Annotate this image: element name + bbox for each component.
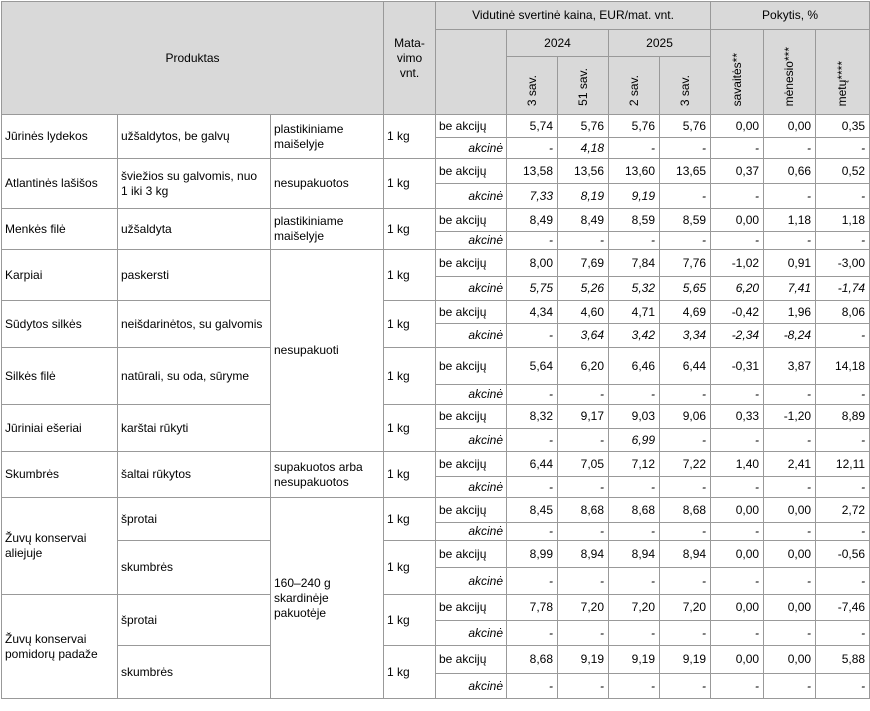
product-name: Silkės filė: [2, 348, 118, 405]
value-cell: 7,12: [609, 452, 660, 477]
value-cell: 2,72: [816, 498, 870, 523]
value-cell: 0,00: [764, 115, 816, 138]
price-type-promo: akcinė: [436, 429, 507, 452]
value-cell: 7,41: [764, 277, 816, 301]
value-cell: -: [711, 429, 764, 452]
value-cell: -0,56: [816, 541, 870, 568]
price-type-promo: akcinė: [436, 138, 507, 159]
value-cell: 12,11: [816, 452, 870, 477]
value-cell: -: [711, 621, 764, 646]
value-cell: 9,19: [609, 184, 660, 209]
value-cell: 3,34: [660, 324, 711, 348]
value-cell: 6,44: [507, 452, 558, 477]
value-cell: 8,59: [609, 209, 660, 232]
value-cell: -8,24: [764, 324, 816, 348]
value-cell: -: [764, 477, 816, 498]
header-week-2025-2: 2 sav.: [609, 57, 660, 115]
value-cell: -: [660, 621, 711, 646]
value-cell: -: [558, 429, 609, 452]
unit-cell: 1 kg: [384, 541, 436, 595]
value-cell: 7,20: [660, 595, 711, 621]
price-type-regular: be akcijų: [436, 301, 507, 324]
value-cell: 9,19: [660, 646, 711, 674]
value-cell: 8,68: [660, 498, 711, 523]
product-desc: šaltai rūkytos: [118, 452, 271, 498]
value-cell: 9,19: [609, 646, 660, 674]
value-cell: -: [660, 674, 711, 699]
header-change-year: metų****: [816, 30, 870, 115]
value-cell: 0,33: [711, 405, 764, 429]
value-cell: -: [711, 568, 764, 595]
value-cell: 8,49: [507, 209, 558, 232]
value-cell: -: [764, 232, 816, 250]
price-table: [1, 1, 870, 699]
value-cell: 0,52: [816, 159, 870, 184]
value-cell: -1,20: [764, 405, 816, 429]
value-cell: -: [660, 385, 711, 405]
value-cell: 0,00: [711, 498, 764, 523]
unit-cell: 1 kg: [384, 115, 436, 159]
value-cell: 0,00: [711, 209, 764, 232]
value-cell: 0,00: [711, 541, 764, 568]
price-type-promo: akcinė: [436, 184, 507, 209]
value-cell: -1,74: [816, 277, 870, 301]
value-cell: -: [660, 138, 711, 159]
price-type-promo: akcinė: [436, 232, 507, 250]
header-unit: Mata-vimo vnt.: [384, 2, 436, 115]
value-cell: 7,05: [558, 452, 609, 477]
value-cell: -0,42: [711, 301, 764, 324]
price-type-regular: be akcijų: [436, 159, 507, 184]
value-cell: 8,06: [816, 301, 870, 324]
value-cell: -: [711, 184, 764, 209]
product-name: Jūrinės lydekos: [2, 115, 118, 159]
value-cell: 4,34: [507, 301, 558, 324]
product-name: Menkės filė: [2, 209, 118, 250]
value-cell: 0,66: [764, 159, 816, 184]
value-cell: -: [507, 674, 558, 699]
value-cell: 5,76: [558, 115, 609, 138]
value-cell: -: [609, 232, 660, 250]
product-desc: skumbrės: [118, 541, 271, 595]
price-type-promo: akcinė: [436, 568, 507, 595]
price-type-regular: be akcijų: [436, 595, 507, 621]
value-cell: -2,34: [711, 324, 764, 348]
value-cell: 5,76: [609, 115, 660, 138]
value-cell: -7,46: [816, 595, 870, 621]
value-cell: -: [764, 138, 816, 159]
value-cell: 5,26: [558, 277, 609, 301]
value-cell: -: [816, 429, 870, 452]
value-cell: 6,20: [711, 277, 764, 301]
value-cell: -: [609, 674, 660, 699]
value-cell: 5,88: [816, 646, 870, 674]
value-cell: -: [816, 232, 870, 250]
header-change-week: savaitės**: [711, 30, 764, 115]
value-cell: 5,32: [609, 277, 660, 301]
value-cell: 13,65: [660, 159, 711, 184]
value-cell: -: [507, 429, 558, 452]
product-desc: natūrali, su oda, sūryme: [118, 348, 271, 405]
value-cell: 7,22: [660, 452, 711, 477]
header-week-2024-51: 51 sav.: [558, 57, 609, 115]
price-type-promo: akcinė: [436, 385, 507, 405]
value-cell: -: [711, 138, 764, 159]
unit-cell: 1 kg: [384, 646, 436, 699]
product-desc: šprotai: [118, 595, 271, 646]
product-packaging: plastikiniame maišelyje: [271, 209, 384, 250]
product-desc: šprotai: [118, 498, 271, 541]
price-type-promo: akcinė: [436, 621, 507, 646]
value-cell: -: [558, 477, 609, 498]
value-cell: -: [660, 477, 711, 498]
value-cell: 5,75: [507, 277, 558, 301]
value-cell: -: [609, 477, 660, 498]
value-cell: -: [660, 232, 711, 250]
value-cell: 3,87: [764, 348, 816, 385]
price-type-regular: be akcijų: [436, 646, 507, 674]
unit-cell: 1 kg: [384, 498, 436, 541]
value-cell: -3,00: [816, 250, 870, 277]
value-cell: -: [507, 523, 558, 541]
price-type-promo: akcinė: [436, 523, 507, 541]
product-packaging: nesupakuoti: [271, 250, 384, 452]
header-change-group: Pokytis, %: [711, 2, 870, 30]
value-cell: -: [507, 385, 558, 405]
value-cell: 8,94: [558, 541, 609, 568]
value-cell: -: [764, 429, 816, 452]
value-cell: 4,60: [558, 301, 609, 324]
value-cell: 5,64: [507, 348, 558, 385]
header-price-group: Vidutinė svertinė kaina, EUR/mat. vnt.: [436, 2, 711, 30]
unit-cell: 1 kg: [384, 595, 436, 646]
value-cell: -: [764, 385, 816, 405]
value-cell: 0,00: [764, 498, 816, 523]
price-type-regular: be akcijų: [436, 498, 507, 523]
value-cell: 8,00: [507, 250, 558, 277]
product-packaging: plastikiniame maišelyje: [271, 115, 384, 159]
product-name: Karpiai: [2, 250, 118, 301]
value-cell: -: [711, 674, 764, 699]
value-cell: 9,06: [660, 405, 711, 429]
value-cell: -: [816, 674, 870, 699]
value-cell: 0,35: [816, 115, 870, 138]
value-cell: 2,41: [764, 452, 816, 477]
unit-cell: 1 kg: [384, 301, 436, 348]
value-cell: -: [609, 138, 660, 159]
value-cell: 4,18: [558, 138, 609, 159]
value-cell: 0,00: [764, 595, 816, 621]
value-cell: 5,74: [507, 115, 558, 138]
value-cell: 8,68: [609, 498, 660, 523]
value-cell: -: [507, 568, 558, 595]
value-cell: -: [816, 477, 870, 498]
value-cell: -: [711, 523, 764, 541]
price-type-promo: akcinė: [436, 324, 507, 348]
value-cell: 6,44: [660, 348, 711, 385]
value-cell: 7,84: [609, 250, 660, 277]
product-name: Atlantinės lašišos: [2, 159, 118, 209]
header-year-2025: 2025: [609, 30, 711, 57]
value-cell: 6,46: [609, 348, 660, 385]
value-cell: 5,76: [660, 115, 711, 138]
product-name: Žuvų konservai pomidorų padaže: [2, 595, 118, 699]
price-type-promo: akcinė: [436, 477, 507, 498]
value-cell: -: [507, 324, 558, 348]
value-cell: 8,99: [507, 541, 558, 568]
product-desc: neišdarinėtos, su galvomis: [118, 301, 271, 348]
value-cell: -: [816, 138, 870, 159]
product-name: Skumbrės: [2, 452, 118, 498]
value-cell: 6,20: [558, 348, 609, 385]
header-change-month: mėnesio***: [764, 30, 816, 115]
product-desc: skumbrės: [118, 646, 271, 699]
header-year-2024: 2024: [507, 30, 609, 57]
price-type-regular: be akcijų: [436, 115, 507, 138]
value-cell: 8,94: [609, 541, 660, 568]
value-cell: -: [507, 138, 558, 159]
value-cell: 7,69: [558, 250, 609, 277]
product-desc: karštai rūkyti: [118, 405, 271, 452]
value-cell: 5,65: [660, 277, 711, 301]
value-cell: -: [816, 324, 870, 348]
header-blank: [436, 30, 507, 115]
value-cell: -: [609, 568, 660, 595]
price-type-promo: akcinė: [436, 674, 507, 699]
product-name: Jūriniai ešeriai: [2, 405, 118, 452]
value-cell: 1,18: [764, 209, 816, 232]
value-cell: 7,20: [609, 595, 660, 621]
value-cell: -: [558, 621, 609, 646]
value-cell: 3,64: [558, 324, 609, 348]
value-cell: 0,00: [711, 646, 764, 674]
value-cell: 4,69: [660, 301, 711, 324]
value-cell: 8,32: [507, 405, 558, 429]
value-cell: 13,58: [507, 159, 558, 184]
value-cell: -: [558, 232, 609, 250]
value-cell: -: [764, 523, 816, 541]
unit-cell: 1 kg: [384, 250, 436, 301]
value-cell: -: [507, 232, 558, 250]
value-cell: 0,00: [764, 541, 816, 568]
header-week-2024-3: 3 sav.: [507, 57, 558, 115]
value-cell: 0,00: [711, 595, 764, 621]
unit-cell: 1 kg: [384, 348, 436, 405]
product-packaging: 160–240 g skardinėje pakuotėje: [271, 498, 384, 699]
product-desc: užšaldytos, be galvų: [118, 115, 271, 159]
price-type-regular: be akcijų: [436, 348, 507, 385]
value-cell: -: [507, 621, 558, 646]
value-cell: 7,20: [558, 595, 609, 621]
value-cell: -: [711, 232, 764, 250]
unit-cell: 1 kg: [384, 405, 436, 452]
value-cell: 9,19: [558, 646, 609, 674]
value-cell: -: [660, 429, 711, 452]
product-desc: užšaldyta: [118, 209, 271, 250]
value-cell: -: [558, 674, 609, 699]
value-cell: -: [816, 568, 870, 595]
value-cell: 1,96: [764, 301, 816, 324]
unit-cell: 1 kg: [384, 209, 436, 250]
value-cell: -: [660, 523, 711, 541]
price-type-regular: be akcijų: [436, 209, 507, 232]
value-cell: 7,33: [507, 184, 558, 209]
value-cell: -0,31: [711, 348, 764, 385]
value-cell: 14,18: [816, 348, 870, 385]
value-cell: -: [558, 385, 609, 405]
value-cell: 1,18: [816, 209, 870, 232]
value-cell: -: [660, 568, 711, 595]
product-name: Sūdytos silkės: [2, 301, 118, 348]
price-type-regular: be akcijų: [436, 405, 507, 429]
value-cell: 0,91: [764, 250, 816, 277]
product-packaging: supakuotos arba nesupakuotos: [271, 452, 384, 498]
product-desc: šviežios su galvomis, nuo 1 iki 3 kg: [118, 159, 271, 209]
value-cell: -: [711, 385, 764, 405]
value-cell: -: [558, 523, 609, 541]
value-cell: -: [764, 621, 816, 646]
value-cell: -: [609, 621, 660, 646]
value-cell: 8,94: [660, 541, 711, 568]
price-type-regular: be akcijų: [436, 452, 507, 477]
value-cell: 7,78: [507, 595, 558, 621]
product-packaging: nesupakuotos: [271, 159, 384, 209]
value-cell: -: [816, 184, 870, 209]
value-cell: -: [609, 385, 660, 405]
value-cell: 0,00: [764, 646, 816, 674]
value-cell: 13,60: [609, 159, 660, 184]
value-cell: -: [816, 523, 870, 541]
value-cell: 8,89: [816, 405, 870, 429]
product-name: Žuvų konservai aliejuje: [2, 498, 118, 595]
value-cell: 8,49: [558, 209, 609, 232]
value-cell: 9,03: [609, 405, 660, 429]
header-week-2025-3: 3 sav.: [660, 57, 711, 115]
value-cell: -: [660, 184, 711, 209]
value-cell: 8,59: [660, 209, 711, 232]
value-cell: 8,19: [558, 184, 609, 209]
value-cell: -: [816, 385, 870, 405]
value-cell: -: [507, 477, 558, 498]
value-cell: -: [558, 568, 609, 595]
value-cell: 3,42: [609, 324, 660, 348]
price-type-regular: be akcijų: [436, 250, 507, 277]
value-cell: 8,68: [507, 646, 558, 674]
value-cell: -1,02: [711, 250, 764, 277]
value-cell: 6,99: [609, 429, 660, 452]
value-cell: 7,76: [660, 250, 711, 277]
price-type-promo: akcinė: [436, 277, 507, 301]
value-cell: 1,40: [711, 452, 764, 477]
unit-cell: 1 kg: [384, 159, 436, 209]
value-cell: 0,00: [711, 115, 764, 138]
value-cell: -: [711, 477, 764, 498]
value-cell: 8,68: [558, 498, 609, 523]
value-cell: -: [816, 621, 870, 646]
value-cell: -: [764, 568, 816, 595]
value-cell: -: [609, 523, 660, 541]
value-cell: 0,37: [711, 159, 764, 184]
value-cell: 8,45: [507, 498, 558, 523]
value-cell: 4,71: [609, 301, 660, 324]
unit-cell: 1 kg: [384, 452, 436, 498]
value-cell: -: [764, 184, 816, 209]
header-product: Produktas: [2, 2, 384, 115]
value-cell: 13,56: [558, 159, 609, 184]
product-desc: paskersti: [118, 250, 271, 301]
value-cell: 9,17: [558, 405, 609, 429]
value-cell: -: [764, 674, 816, 699]
price-type-regular: be akcijų: [436, 541, 507, 568]
